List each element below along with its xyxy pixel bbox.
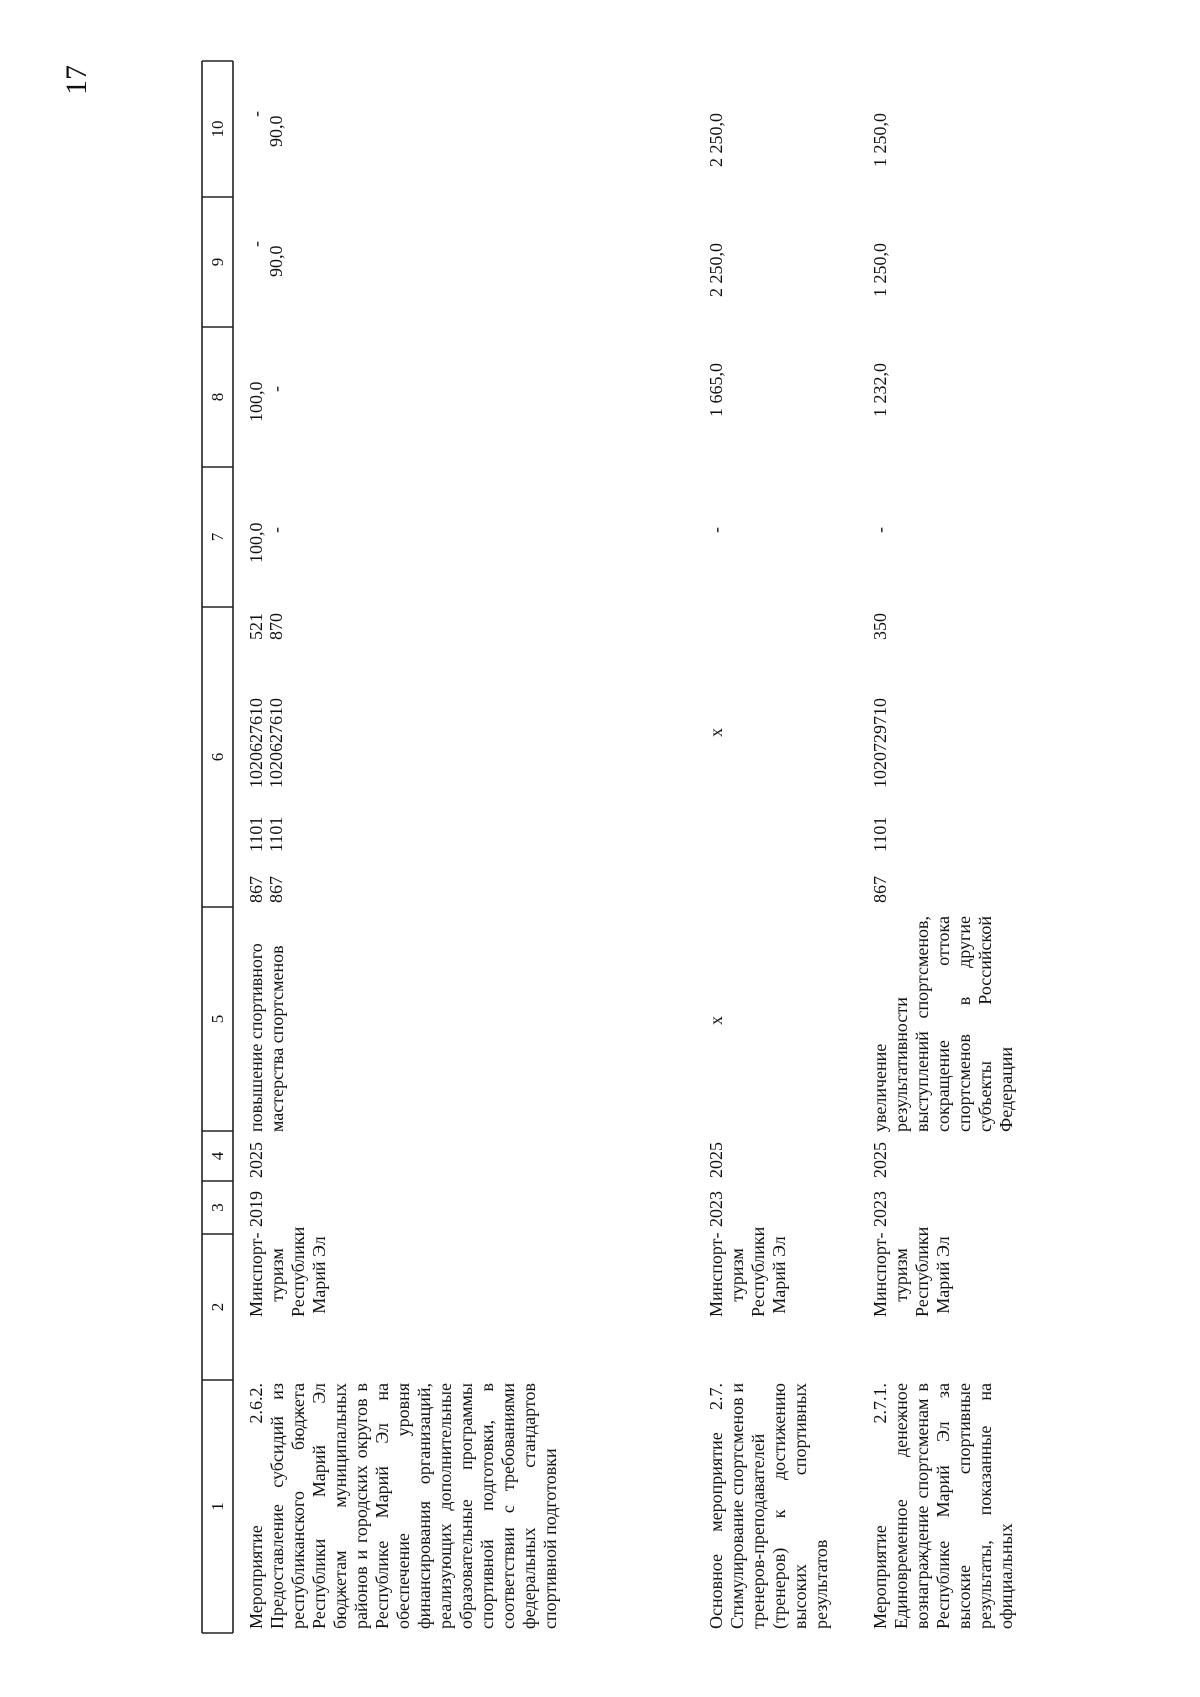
row-3-c10: 1 250,0 [870,113,890,167]
col-header-3: 3 [208,1203,227,1212]
col-header-5: 5 [208,1014,227,1024]
row-2-c10: 2 250,0 [706,113,726,167]
col-header-1: 1 [208,1502,227,1511]
row-2-end-year: 2025 [706,1142,726,1178]
row-3-c8: 1 232,0 [870,363,890,417]
col-header-6: 6 [208,752,227,762]
row-1-c7-a: 100,0 [246,522,266,563]
col-header-7: 7 [208,532,227,542]
row-2-name: Основное мероприятие 2.7. Стимулирование спортсменов и тренеров-преподавателей (тренеров) к достижению высоких спортивных результатов [706,1378,831,1629]
row-1-start-year: 2019 [246,1191,266,1227]
row-3-result: увеличение результативности выступлений спортсменов, сокращение оттока спортсменов в другие субъекты Российской Федерации [870,911,1016,1132]
row-3-c9: 1 250,0 [870,243,890,297]
row-1-grbs-b: 867 [266,876,286,903]
row-3-csr: 1020729710 [870,698,890,788]
row-1-result: повышение спортивного мастерства спортсменов [246,938,287,1132]
row-1-rzpr-b: 1101 [266,816,286,852]
row-1-end-year: 2025 [246,1142,266,1178]
row-2-start-year: 2023 [706,1191,726,1227]
col-header-4: 4 [208,1151,227,1161]
row-2-result: x [706,1016,726,1025]
row-1-c10-a: - [246,111,266,117]
row-1-c8-b: - [266,386,286,392]
row-1-c9-b: 90,0 [266,245,286,277]
col-header-8: 8 [208,392,227,402]
col-header-2: 2 [208,1302,227,1312]
row-1-c10-b: 90,0 [266,115,286,147]
row-2-c7: - [706,527,726,533]
row-1-c9-a: - [246,241,266,247]
col-header-9: 9 [208,257,227,267]
row-3-start-year: 2023 [870,1191,890,1227]
row-1-vr-b: 870 [266,613,286,640]
row-1-c8-a: 100,0 [246,381,266,422]
row-1-grbs-a: 867 [246,876,266,903]
row-2-csr: x [706,728,726,737]
row-1-c7-b: - [266,527,286,533]
row-3-grbs: 867 [870,876,890,903]
row-1-csr-b: 1020627610 [266,698,286,788]
row-1-name: Мероприятие 2.6.2. Предоставление субсидий из республиканского бюджета Республики Марий Эл бюджетам муниципальных районов и городских округов в Республике Марий Эл на обеспечение уровня финансирования организаций, реализующих дополнительные образовательные программы спортивной подготовки, в соответствии с требованиями федеральных стандартов спортивной подготовки [246,1378,560,1629]
row-2-c8: 1 665,0 [706,363,726,417]
row-3-rzpr: 1101 [870,816,890,852]
page-number: 17 [60,65,93,95]
row-3-vr: 350 [870,613,890,640]
row-2-executor: Минспорт-туризм Республики Марий Эл [706,1222,789,1317]
row-3-executor: Минспорт-туризм Республики Марий Эл [870,1222,953,1317]
row-3-c7: - [870,527,890,533]
row-1-rzpr-a: 1101 [246,816,266,852]
row-2-c9: 2 250,0 [706,243,726,297]
row-1-executor: Минспорт-туризм Республики Марий Эл [246,1222,329,1317]
row-3-end-year: 2025 [870,1142,890,1178]
row-1-csr-a: 1020627610 [246,698,266,788]
col-header-10: 10 [208,120,227,138]
row-3-name: Мероприятие 2.7.1. Единовременное денежное вознаграждение спортсменам в Республике Марий Эл за высокие спортивные результаты, показанные на официальных [870,1378,1016,1629]
row-1-vr-a: 521 [246,613,266,640]
